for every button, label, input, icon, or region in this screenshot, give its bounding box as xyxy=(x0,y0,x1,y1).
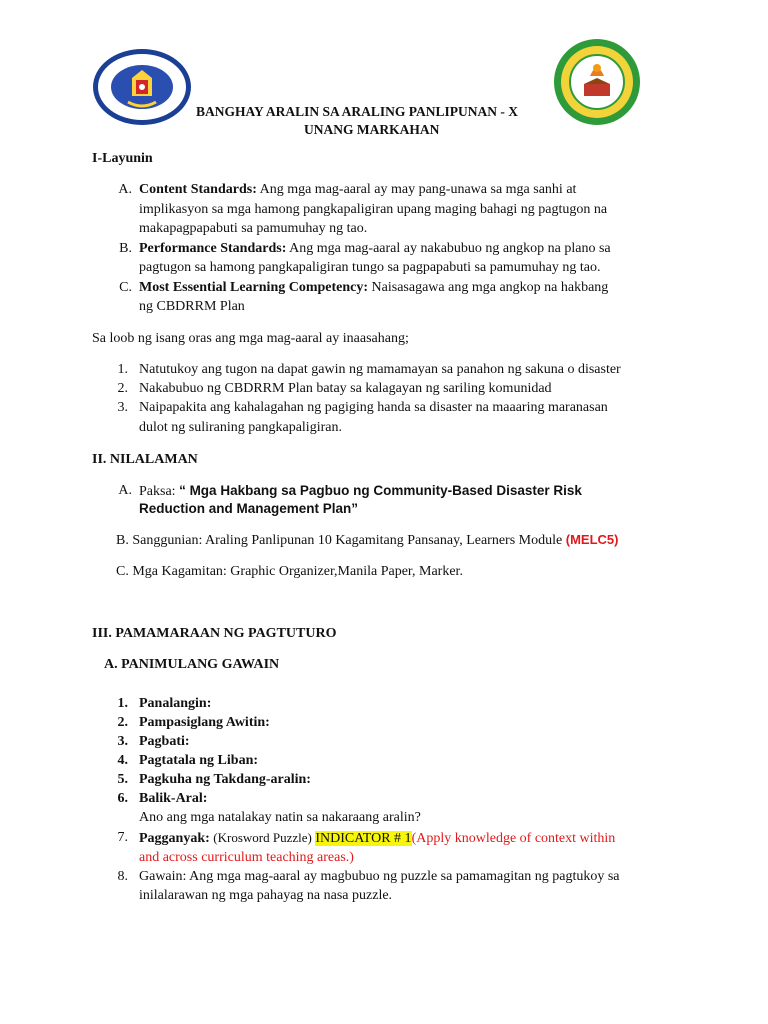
list-marker: 7. xyxy=(117,830,128,845)
indicator-note: (Apply knowledge of context within xyxy=(411,831,616,846)
melc-line-1: Most Essential Learning Competency: Naisasagawa ang mga angkop na hakbang xyxy=(139,280,609,295)
panimulang-gawain-heading: A. PANIMULANG GAWAIN xyxy=(104,657,280,672)
list-marker: 3. xyxy=(117,400,128,415)
list-marker: C. xyxy=(119,280,132,295)
melc-label: Most Essential Learning Competency: xyxy=(139,280,369,295)
performance-standards-line-1: Performance Standards: Ang mga mag-aaral ay nakabubuo ng angkop na plano sa xyxy=(139,241,611,256)
section-1-heading: I-Layunin xyxy=(92,151,153,166)
paksa-label: Paksa: xyxy=(139,484,176,499)
indicator-highlight: INDICATOR # 1 xyxy=(315,831,412,846)
melc-badge: (MELC5) xyxy=(565,532,619,547)
list-marker: 4. xyxy=(117,753,128,768)
list-marker: 1. xyxy=(117,696,128,711)
gawain-line-2: inilalarawan ng mga pahayag na nasa puzzle. xyxy=(139,888,393,903)
list-marker: A. xyxy=(118,483,132,498)
objective-3-line-2: dulot ng suliraning pangkapaligiran. xyxy=(139,420,342,435)
step-pampasiglang-awitin: Pampasiglang Awitin: xyxy=(139,715,270,730)
content-standards-line-3: makapagpapabuti sa pamumuhay ng tao. xyxy=(139,221,368,236)
balik-aral-text: Ano ang mga natalakay natin sa nakaraang aralin? xyxy=(139,810,421,825)
step-panalangin: Panalangin: xyxy=(139,696,212,711)
list-marker: A. xyxy=(118,182,132,197)
pagganyak-text: (Krosword Puzzle) xyxy=(213,830,312,845)
pagganyak-line-2: and across curriculum teaching areas.) xyxy=(139,850,354,865)
paksa-topic: “ Mga Hakbang sa Pagbuo ng Community-Based Disaster Risk xyxy=(179,483,582,498)
pagganyak-line-1 xyxy=(139,829,615,848)
list-marker: 2. xyxy=(117,381,128,396)
list-marker: 5. xyxy=(117,772,128,787)
section-3-heading: III. PAMAMARAAN NG PAGTUTURO xyxy=(92,626,337,641)
list-marker: 6. xyxy=(117,791,128,806)
sanggunian-line: B. Sanggunian: Araling Panlipunan 10 Kagamitang Pansanay, Learners Module (MELC5) xyxy=(116,532,619,548)
deped-seal-logo xyxy=(92,48,192,126)
objective-2: Nakabubuo ng CBDRRM Plan batay sa kalagayan ng sariling komunidad xyxy=(139,381,552,396)
performance-standards-label: Performance Standards: xyxy=(139,241,287,256)
pagganyak-label: Pagganyak: xyxy=(139,831,210,846)
content-standards-label: Content Standards: xyxy=(139,182,257,197)
list-marker: 3. xyxy=(117,734,128,749)
melc-line-2: ng CBDRRM Plan xyxy=(139,299,245,314)
step-pagtatala-ng-liban: Pagtatala ng Liban: xyxy=(139,753,259,768)
content-standards-line-2: implikasyon sa mga hamong pangkapaligiran upang maging bahagi ng pagtugon na xyxy=(139,202,608,217)
objective-3-line-1: Naipapakita ang kahalagahan ng pagiging handa sa disaster na maaaring maranasan xyxy=(139,400,608,415)
list-marker: 8. xyxy=(117,869,128,884)
list-marker: 2. xyxy=(117,715,128,730)
lesson-plan-title: BANGHAY ARALIN SA ARALING PANLIPUNAN - X xyxy=(196,104,519,119)
performance-standards-line-2: pagtugon sa hamong pangkapaligiran tungo sa pagpapabuti sa pamumuhay ng tao. xyxy=(139,260,601,275)
step-balik-aral: Balik-Aral: xyxy=(139,791,208,806)
section-2-heading: II. NILALAMAN xyxy=(92,452,198,467)
school-seal-logo xyxy=(548,38,646,126)
kagamitan-line: C. Mga Kagamitan: Graphic Organizer,Manila Paper, Marker. xyxy=(116,564,463,579)
quarter-title: UNANG MARKAHAN xyxy=(304,122,440,137)
paksa-line-2: Reduction and Management Plan” xyxy=(139,501,359,516)
list-marker: 1. xyxy=(117,362,128,377)
step-pagbati: Pagbati: xyxy=(139,734,190,749)
list-marker: B. xyxy=(119,241,132,256)
paksa-line-1 xyxy=(139,482,582,501)
objectives-intro: Sa loob ng isang oras ang mga mag-aaral ay inaasahang; xyxy=(92,331,409,346)
gawain-line-1: Gawain: Ang mga mag-aaral ay magbubuo ng puzzle sa pamamagitan ng pagtukoy sa xyxy=(139,869,620,884)
objective-1: Natutukoy ang tugon na dapat gawin ng mamamayan sa panahon ng sakuna o disaster xyxy=(139,362,621,377)
content-standards-line-1: Content Standards: Ang mga mag-aaral ay may pang-unawa sa mga sanhi at xyxy=(139,182,577,197)
step-pagkuha-ng-takdang-aralin: Pagkuha ng Takdang-aralin: xyxy=(139,772,311,787)
